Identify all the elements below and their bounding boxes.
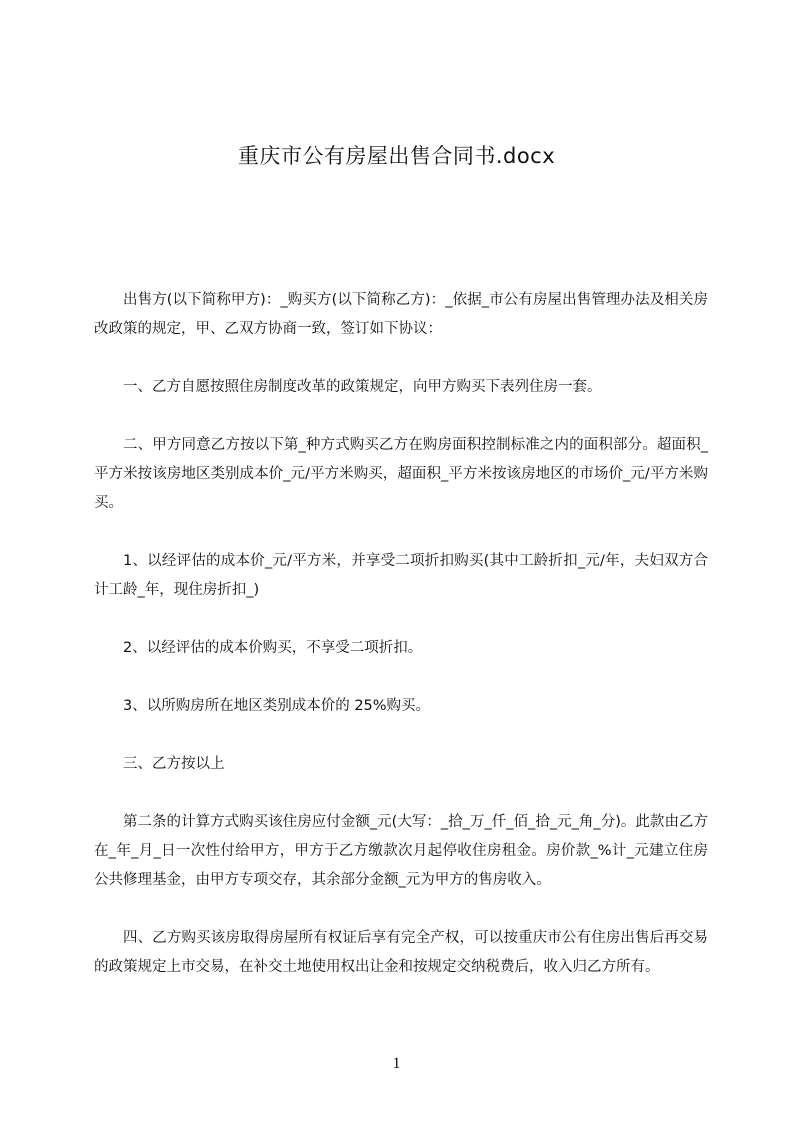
paragraph-option-3: 3、以所购房所在地区类别成本价的 25%购买。 <box>123 698 431 714</box>
paragraph-preamble: 出售方(以下简称甲方)：_购买方(以下简称乙方)：_依据_市公有房屋出售管理办法及相关房改政策的规定，甲、乙双方协商一致，签订如下协议： <box>94 292 708 337</box>
paragraph-clause-3: 三、乙方按以上 <box>123 756 225 772</box>
document-title: 重庆市公有房屋出售合同书.docx <box>237 144 556 168</box>
paragraph-clause-1: 一、乙方自愿按照住房制度改革的政策规定，向甲方购买下表列住房一套。 <box>123 379 602 395</box>
paragraph-option-2: 2、以经评估的成本价购买，不享受二项折扣。 <box>123 640 423 656</box>
paragraph-clause-4: 四、乙方购买该房取得房屋所有权证后享有完全产权，可以按重庆市公有住房出售后再交易的政策规定上市交易，在补交土地使用权出让金和按规定交纳税费后，收入归乙方所有。 <box>94 930 708 975</box>
paragraph-clause-2: 二、甲方同意乙方按以下第_种方式购买乙方在购房面积控制标准之内的面积部分。超面积_平方米按该房地区类别成本价_元/平方米购买，超面积_平方米按该房地区的市场价_元/平方米购买。 <box>94 437 708 511</box>
paragraph-option-1: 1、以经评估的成本价_元/平方米，并享受二项折扣购买(其中工龄折扣_元/年，夫妇双方合计工龄_年，现住房折扣_) <box>94 553 708 598</box>
paragraph-payment: 第二条的计算方式购买该住房应付金额_元(大写：_拾_万_仟_佰_拾_元_角_分)。此款由乙方在_年_月_日一次性付给甲方，甲方于乙方缴款次月起停收住房租金。房价款_%计_元建立住房公共修理基金，由甲方专项交存，其余部分金额_元为甲方的售房收入。 <box>94 814 708 888</box>
document-body <box>94 286 708 1011</box>
page-number: 1 <box>392 1055 401 1072</box>
